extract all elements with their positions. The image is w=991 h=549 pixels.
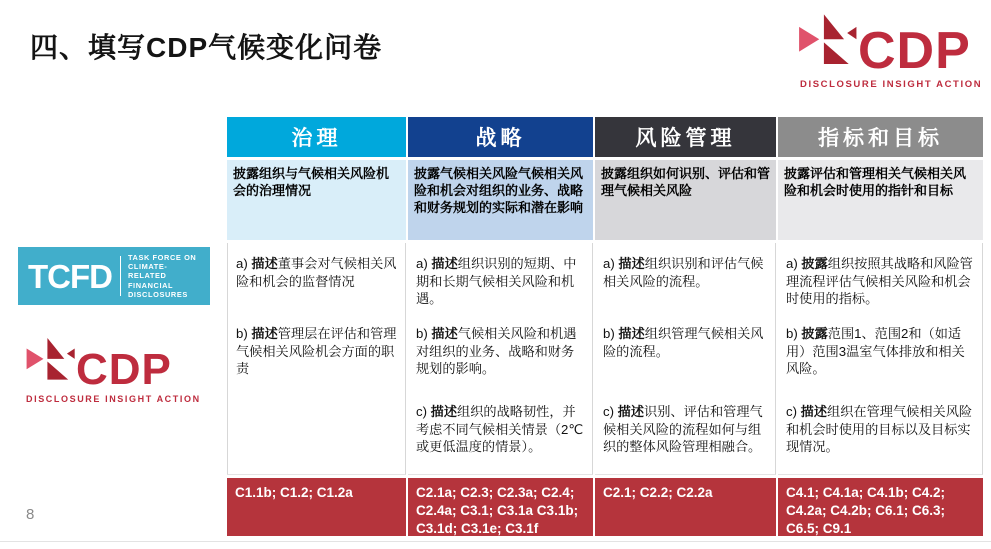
page-number: 8 [26, 506, 35, 523]
questionnaire-item: b) 披露范围1、范围2和（如适用）范围3温室气体排放和相关风险。 [786, 326, 965, 377]
cdp-logo-left [24, 336, 201, 404]
header-cell-3: 风险管理 [595, 117, 776, 157]
questionnaire-item: b) 描述气候相关风险和机遇对组织的业务、战略和财务规划的影响。 [416, 326, 577, 377]
cdp-wordmark: CDP [76, 344, 172, 394]
codes-cell-3: C2.1; C2.2; C2.2a [595, 478, 776, 536]
tcfd-tagline-line: FINANCIAL [127, 280, 174, 290]
questionnaire-item: b) 描述管理层在评估和管理气候相关风险机会方面的职责 [236, 326, 397, 377]
body-cell-3 [595, 243, 776, 475]
sub-cell-4: 披露评估和管理相关气候相关风险和机会时使用的指针和目标 [778, 160, 983, 240]
questionnaire-item: a) 描述组织识别和评估气候相关风险的流程。 [603, 256, 764, 289]
questionnaire-item: a) 描述组织识别的短期、中期和长期气候相关风险和机遇。 [416, 256, 577, 307]
cdp-triangles-icon [24, 336, 76, 388]
tcfd-divider [120, 256, 121, 296]
header-cell-2: 战略 [408, 117, 593, 157]
cdp-tagline: DISCLOSURE INSIGHT ACTION [26, 394, 201, 404]
body-cell-2 [408, 243, 593, 475]
questionnaire-item: a) 披露组织按照其战略和风险管理流程评估气候相关风险和机会时使用的指标。 [786, 256, 973, 307]
sub-cell-2: 披露气候相关风险气候相关风险和机会对组织的业务、战略和财务规划的实际和潜在影响 [408, 160, 593, 240]
tcfd-tagline-line: DISCLOSURES [127, 289, 188, 299]
cdp-wordmark: CDP [858, 21, 971, 80]
tcfd-tagline-line: TASK FORCE ON [127, 252, 197, 262]
codes-cell-1: C1.1b; C1.2; C1.2a [227, 478, 406, 536]
tcfd-wordmark: TCFD [28, 257, 112, 295]
tcfd-tagline-line: CLIMATE-RELATED [127, 262, 168, 281]
questionnaire-item: c) 描述组织在管理气候相关风险和机会时使用的目标以及目标实现情况。 [786, 404, 973, 455]
page-title: 四、填写CDP气候变化问卷 [30, 32, 383, 63]
tcfd-cdp-mapping-table [227, 117, 983, 536]
codes-cell-4: C4.1; C4.1a; C4.1b; C4.2; C4.2a; C4.2b; C6.1; C6.3; C6.5; C9.1 [778, 478, 983, 536]
cdp-triangles-icon [796, 12, 858, 73]
sub-cell-1: 披露组织与气候相关风险机会的治理情况 [227, 160, 406, 240]
body-cell-4 [778, 243, 983, 475]
codes-cell-2: C2.1a; C2.3; C2.3a; C2.4; C2.4a; C3.1; C3.1a C3.1b; C3.1d; C3.1e; C3.1f [408, 478, 593, 536]
header-cell-4: 指标和目标 [778, 117, 983, 157]
questionnaire-item: c) 描述识别、评估和管理气候相关风险的流程如何与组织的整体风险管理相融合。 [603, 404, 763, 455]
questionnaire-item: a) 描述董事会对气候相关风险和机会的监督情况 [236, 256, 397, 289]
slide-bottom-divider [0, 541, 991, 542]
cdp-logo-top [796, 12, 982, 90]
header-cell-1: 治理 [227, 117, 406, 157]
sub-cell-3: 披露组织如何识别、评估和管理气候相关风险 [595, 160, 776, 240]
questionnaire-item: c) 描述组织的战略韧性，并考虑不同气候相关情景（2℃或更低温度的情景）。 [416, 404, 584, 455]
questionnaire-item: b) 描述组织管理气候相关风险的流程。 [603, 326, 764, 359]
tcfd-tagline [128, 253, 202, 299]
tcfd-logo [18, 247, 210, 305]
body-cell-1 [227, 243, 406, 475]
cdp-tagline: DISCLOSURE INSIGHT ACTION [800, 79, 983, 90]
